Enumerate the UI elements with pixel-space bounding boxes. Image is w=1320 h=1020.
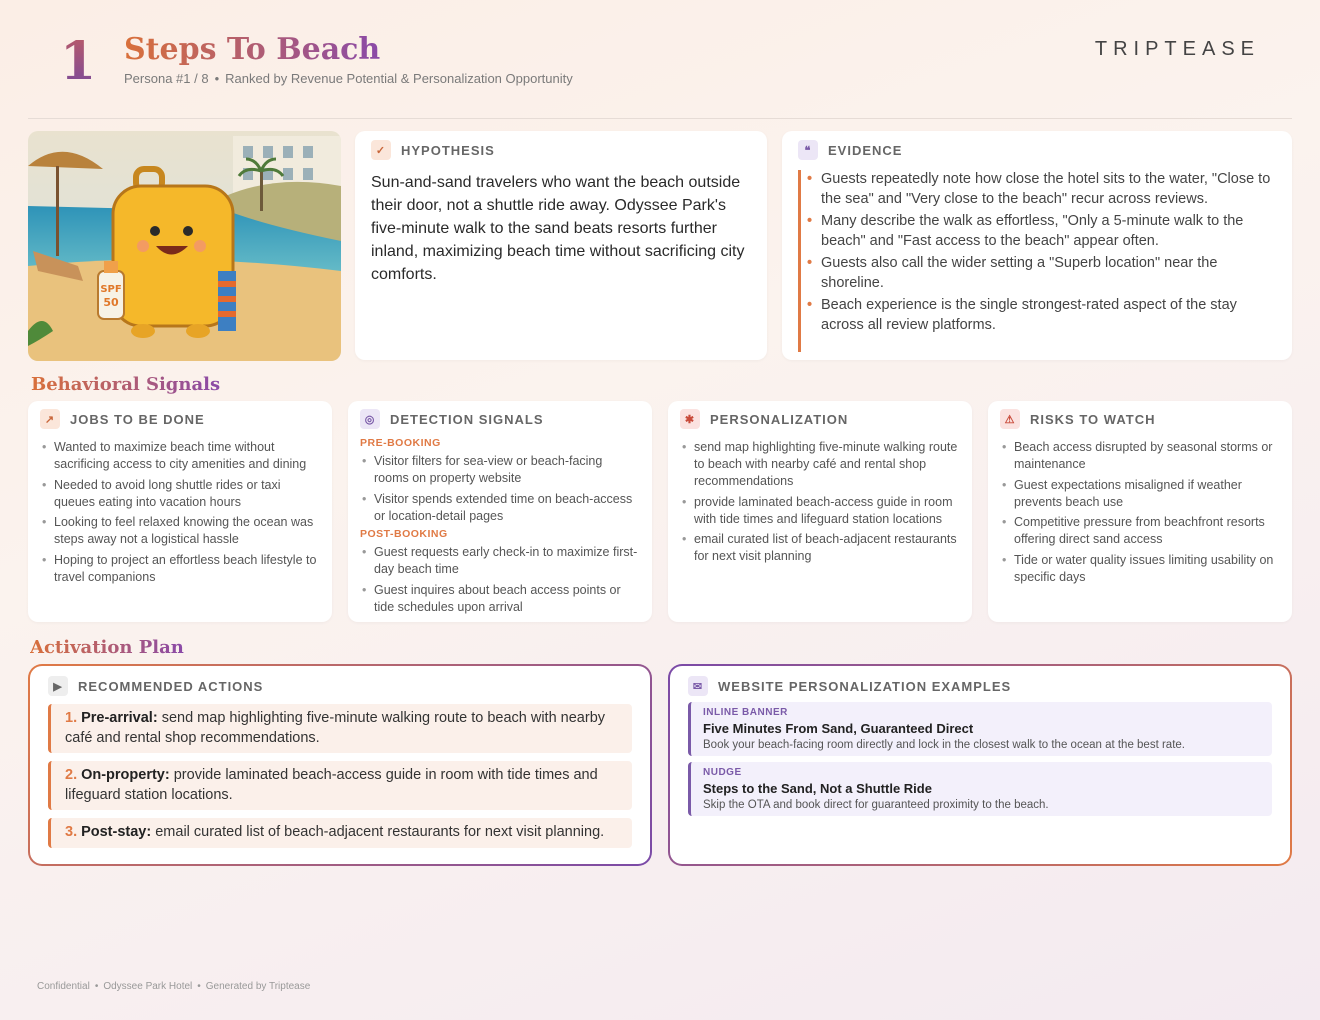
risks-card	[988, 401, 1292, 622]
evidence-item: • Beach experience is the single strongest-rated aspect of the stay across all review platforms.	[821, 296, 1276, 335]
page-subtitle: Persona #1 / 8 • Ranked by Revenue Potential & Personalization Opportunity	[124, 71, 573, 86]
action-text: email curated list of beach-adjacent restaurants for next visit planning.	[151, 824, 605, 840]
action-item	[48, 704, 632, 753]
detection-item: • Visitor filters for sea-view or beach-facing rooms on property website	[374, 453, 640, 487]
activation-plan-title: Activation Plan	[30, 637, 184, 658]
risks-item: • Beach access disrupted by seasonal storms or maintenance	[1014, 439, 1280, 473]
arrow-up-right-icon: ↗	[40, 409, 60, 429]
persona-number: 1	[60, 31, 97, 92]
evidence-heading: EVIDENCE	[828, 142, 903, 158]
footer-hotel: Odyssee Park Hotel	[103, 981, 193, 992]
example-title: Steps to the Sand, Not a Shuttle Ride	[703, 781, 932, 796]
mail-icon: ✉	[688, 676, 708, 696]
personalization-item: • send map highlighting five-minute walking route to beach with nearby café and rental shop recommendations	[694, 439, 960, 490]
risks-heading: RISKS TO WATCH	[1030, 411, 1156, 427]
brand-logo: TRIPTEASE	[1094, 38, 1260, 60]
personalization-item: • email curated list of beach-adjacent restaurants for next visit planning	[694, 531, 960, 565]
personalization-heading: PERSONALIZATION	[710, 411, 849, 427]
warning-icon: ⚠	[1000, 409, 1020, 429]
behavioral-signals-title: Behavioral Signals	[31, 374, 221, 395]
personalization-item: • provide laminated beach-access guide in room with tide times and lifeguard station locations	[694, 494, 960, 528]
detection-item: • Visitor spends extended time on beach-access or location-detail pages	[374, 491, 640, 525]
ranking-note: Ranked by Revenue Potential & Personalization Opportunity	[225, 71, 573, 86]
example-body: Skip the OTA and book direct for guaranteed proximity to the beach.	[703, 799, 1049, 811]
example-type: NUDGE	[703, 767, 742, 778]
jobs-to-be-done-card	[28, 401, 332, 622]
action-label: On-property:	[81, 767, 170, 783]
website-personalization-card	[668, 664, 1292, 866]
jobs-item: • Hoping to project an effortless beach lifestyle to travel companions	[54, 552, 320, 586]
spf-number: 50	[103, 296, 119, 309]
recommended-actions-card	[28, 664, 652, 866]
example-title: Five Minutes From Sand, Guaranteed Direct	[703, 721, 974, 736]
risks-item: • Guest expectations misaligned if weather prevents beach use	[1014, 477, 1280, 511]
action-item	[48, 761, 632, 810]
detection-heading: DETECTION SIGNALS	[390, 411, 544, 427]
action-text: provide laminated beach-access guide in room with tide times and lifeguard station locations.	[65, 767, 598, 803]
jobs-item: • Needed to avoid long shuttle rides or taxi queues eating into vacation hours	[54, 477, 320, 511]
post-booking-label: POST-BOOKING	[360, 528, 448, 540]
risks-item: • Tide or water quality issues limiting usability on specific days	[1014, 552, 1280, 586]
detection-item: • Guest requests early check-in to maximize first-day beach time	[374, 544, 640, 578]
target-icon: ◎	[360, 409, 380, 429]
evidence-card	[782, 131, 1292, 360]
quote-icon: ❝	[798, 140, 818, 160]
persona-illustration	[28, 131, 341, 361]
jobs-heading: JOBS TO BE DONE	[70, 411, 205, 427]
jobs-item: • Wanted to maximize beach time without sacrificing access to city amenities and dining	[54, 439, 320, 473]
detection-signals-card	[348, 401, 652, 622]
action-text: send map highlighting five-minute walking route to beach with nearby café and rental shop recommendations.	[65, 710, 606, 746]
check-icon: ✓	[371, 140, 391, 160]
play-icon: ▶	[48, 676, 68, 696]
page-header	[60, 30, 1260, 100]
actions-heading: RECOMMENDED ACTIONS	[78, 678, 264, 694]
detection-item: • Guest inquires about beach access points or tide schedules upon arrival	[374, 582, 640, 616]
evidence-item: • Guests repeatedly note how close the hotel sits to the water, "Close to the sea" and "Very close to the beach" recur across reviews.	[821, 170, 1276, 209]
risks-item: • Competitive pressure from beachfront resorts offering direct sand access	[1014, 514, 1280, 548]
action-number: 2.	[65, 767, 78, 783]
example-type: INLINE BANNER	[703, 707, 788, 718]
hypothesis-card	[355, 131, 767, 360]
action-number: 3.	[65, 824, 78, 840]
website-heading: WEBSITE PERSONALIZATION EXAMPLES	[718, 678, 1012, 694]
sparkle-icon: ✱	[680, 409, 700, 429]
persona-index: Persona #1 / 8	[124, 71, 209, 86]
action-item	[48, 818, 632, 848]
action-number: 1.	[65, 710, 78, 726]
header-divider	[28, 118, 1292, 119]
footer-generated: Generated by Triptease	[205, 981, 311, 992]
example-body: Book your beach-facing room directly and lock in the closest walk to the ocean at the best rate.	[703, 739, 1185, 751]
page-title: Steps To Beach	[124, 32, 381, 67]
action-label: Pre-arrival:	[81, 710, 158, 726]
pre-booking-label: PRE-BOOKING	[360, 437, 441, 449]
action-label: Post-stay:	[81, 824, 152, 840]
spf-label: SPF	[100, 284, 122, 295]
footer-confidential: Confidential	[37, 981, 90, 992]
hypothesis-heading: HYPOTHESIS	[401, 142, 495, 158]
jobs-item: • Looking to feel relaxed knowing the ocean was steps away not a logistical hassle	[54, 514, 320, 548]
personalization-card	[668, 401, 972, 622]
hypothesis-text: Sun-and-sand travelers who want the beach outside their door, not a shuttle ride away. Odyssee Park's five-minute walk to the sand beats resorts further inland, maximizing beach time without sacrificing city comforts.	[371, 174, 745, 283]
website-example	[688, 702, 1272, 756]
evidence-item: • Guests also call the wider setting a "Superb location" near the shoreline.	[821, 254, 1276, 293]
page-footer: Confidential • Odyssee Park Hotel • Generated by Triptease	[37, 981, 311, 992]
evidence-item: • Many describe the walk as effortless, "Only a 5-minute walk to the beach" and "Fast access to the beach" appear often.	[821, 212, 1276, 251]
website-example	[688, 762, 1272, 816]
